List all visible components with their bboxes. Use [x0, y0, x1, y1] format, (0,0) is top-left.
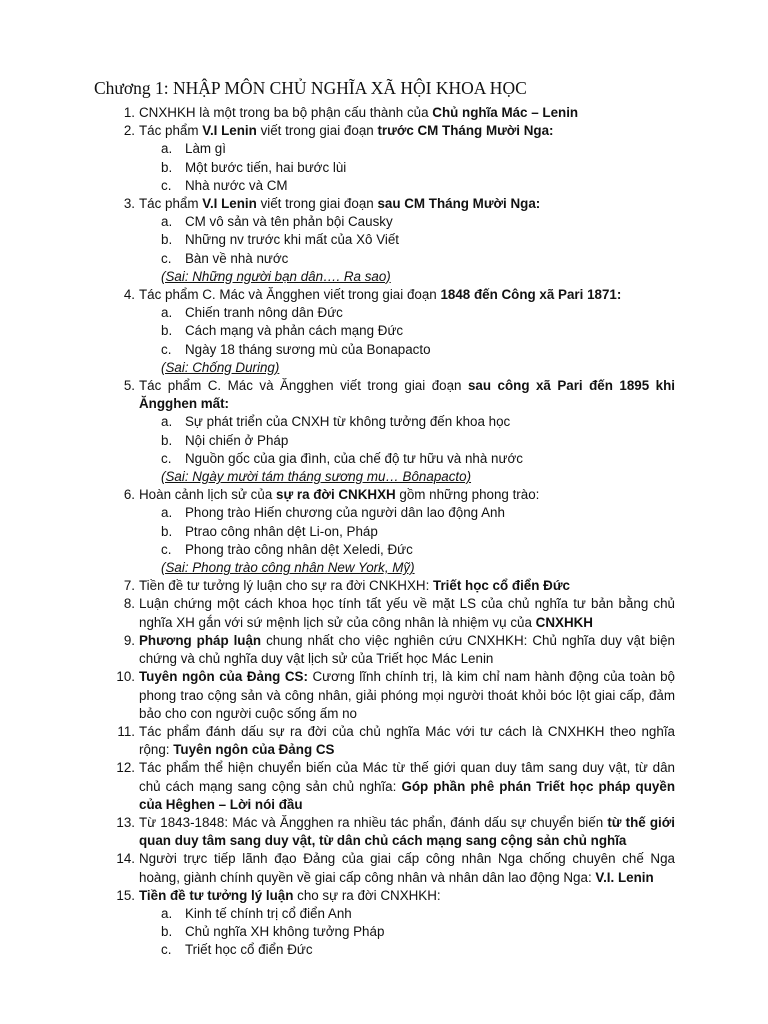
question-text: [139, 596, 675, 629]
option-text: Chiến tranh nông dân Đức: [185, 305, 343, 321]
question-item: [116, 887, 675, 960]
question-number: 15.: [116, 887, 135, 903]
option-item: [161, 450, 675, 468]
emphasis-text: 1848 đến Công xã Pari 1871:: [440, 287, 622, 303]
option-item: [161, 504, 675, 522]
question-number: 12.: [116, 760, 135, 776]
text-run: chung nhất cho việc nghiên cứu CNXHKH: Chủ nghĩa duy vật biện chứng và chủ nghĩa duy vật lịch sử của Triết học Mác Lenin: [139, 632, 675, 667]
option-item: [161, 322, 675, 340]
question-item: [117, 723, 675, 759]
emphasis-text: Chủ nghĩa Mác – Lenin: [432, 105, 579, 120]
option-text: Những nv trước khi mất của Xô Viết: [185, 232, 400, 248]
question-text: [139, 196, 540, 211]
text-run: Tác phẩm C. Mác và Ăngghen viết trong giai đoạn: [139, 287, 441, 303]
option-letter: c.: [161, 250, 172, 266]
text-run: Hoàn cảnh lịch sử của: [139, 487, 276, 503]
wrong-answer-note: (Sai: Chống During): [161, 359, 280, 375]
question-item: [116, 759, 675, 814]
question-number: 13.: [116, 814, 135, 830]
option-letter: b.: [161, 232, 173, 248]
question-item: [123, 486, 675, 577]
question-item: [123, 104, 675, 122]
question-text: [139, 123, 554, 138]
text-run: Tác phẩm thể hiện chuyển biến của Mác từ thế giới quan duy tâm sang duy vật, từ dân chủ cách mạng sang cộng sản chủ nghĩa:: [139, 760, 675, 794]
text-run: Người trực tiếp lãnh đạo Đảng của giai cấp công nhân Nga chống chuyên chế Nga hoàng, giành chính quyền về giai cấp công nhân và nhân dân lao động Nga:: [139, 851, 675, 885]
option-item: [161, 432, 675, 450]
option-list: [139, 304, 675, 359]
question-item: [123, 286, 675, 377]
option-text: Sự phát triển của CNXH từ không tưởng đến khoa học: [185, 414, 511, 430]
option-letter: b.: [161, 159, 173, 175]
question-item: [116, 814, 676, 850]
text-run: Từ 1843-1848: Mác và Ăngghen ra nhiều tác phẩn, đánh dấu sự chuyển biến: [139, 814, 608, 830]
question-text: [139, 724, 675, 757]
wrong-answer-note: (Sai: Phong trào công nhân New York, Mỹ): [161, 560, 415, 576]
text-run: Tác phẩm: [139, 123, 203, 139]
question-item: [123, 377, 675, 486]
option-text: Cách mạng và phản cách mạng Đức: [185, 323, 404, 339]
text-run: Tác phẩm đánh dấu sự ra đời của chủ nghĩa Mác với tư cách là CNXHKH theo nghĩa rộng:: [139, 723, 675, 758]
option-item: [161, 413, 675, 431]
option-letter: c.: [161, 450, 172, 466]
option-text: Triết học cổ điển Đức: [185, 942, 313, 958]
emphasis-text: V.I Lenin: [202, 196, 257, 212]
option-text: Ngày 18 tháng sương mù của Bonapacto: [185, 341, 431, 357]
option-letter: b.: [161, 924, 173, 940]
question-text: [139, 287, 621, 302]
question-text: [139, 669, 675, 720]
option-letter: a.: [161, 414, 173, 430]
question-number: 5.: [123, 378, 135, 394]
emphasis-text: Tiền đề tư tưởng lý luận: [139, 887, 294, 903]
option-letter: a.: [161, 141, 173, 157]
question-number: 2.: [123, 123, 135, 139]
emphasis-text: sau công xã Pari đến 1895 khi Ăngghen mất:: [139, 378, 675, 412]
option-item: [161, 923, 675, 941]
question-item: [116, 668, 675, 723]
text-run: gồm những phong trào:: [395, 487, 540, 503]
option-item: [161, 941, 675, 959]
option-item: [161, 523, 675, 541]
option-item: [161, 250, 675, 268]
option-item: [161, 231, 675, 249]
option-text: Ptrao công nhân dệt Li-on, Pháp: [185, 523, 378, 539]
question-text: [139, 760, 675, 811]
question-item: [116, 850, 675, 886]
emphasis-text: Phương pháp luận: [139, 632, 262, 648]
wrong-answer-note: (Sai: Những người bạn dân…. Ra sao): [161, 268, 391, 284]
option-list: [139, 213, 675, 268]
question-number: 11.: [117, 723, 135, 739]
option-item: [161, 159, 675, 177]
option-letter: a.: [161, 905, 173, 921]
question-number: 3.: [123, 196, 135, 212]
option-letter: b.: [161, 432, 173, 448]
text-run: Tiền đề tư tưởng lý luận cho sự ra đời CNKHXH:: [139, 578, 434, 594]
text-run: Cương lĩnh chính trị, là kim chỉ nam hành động của toàn bộ phong trao cộng sản và công nhân, giải phóng mọi người thoát khỏi bóc lột giai cấp, đảm bảo cho con người cuộc sống ấm no: [139, 669, 675, 721]
option-item: [161, 341, 675, 359]
option-text: CM vô sản và tên phản bội Causky: [185, 214, 393, 230]
question-number: 1.: [123, 105, 135, 120]
option-text: Phong trào Hiến chương của người dân lao động Anh: [185, 505, 505, 521]
option-item: [161, 177, 675, 195]
option-letter: c.: [161, 341, 172, 357]
question-number: 14.: [116, 851, 135, 867]
option-letter: a.: [161, 305, 173, 321]
option-text: Chủ nghĩa XH không tưởng Pháp: [185, 924, 385, 940]
option-item: [161, 304, 675, 322]
question-item: [123, 632, 675, 668]
emphasis-text: Tuyên ngôn của Đảng CS:: [139, 669, 308, 685]
option-letter: a.: [161, 505, 173, 521]
emphasis-text: CNXHKH: [535, 614, 593, 630]
question-item: [123, 595, 675, 631]
option-letter: b.: [161, 323, 173, 339]
text-run: Luận chứng một cách khoa học tính tất yếu về mặt LS của chủ nghĩa tư bản bằng chủ nghĩa XH gắn với sứ mệnh lịch sử của công nhân là nhiệm vụ của: [139, 596, 675, 630]
option-text: Nguồn gốc của gia đình, của chế độ tư hữu và nhà nước: [185, 450, 523, 466]
emphasis-text: V.I. Lenin: [595, 869, 654, 885]
question-text: [139, 851, 675, 884]
text-run: Tác phẩm C. Mác và Ăngghen viết trong giai đoạn: [139, 378, 468, 394]
text-run: Tác phẩm: [139, 196, 203, 212]
option-item: [161, 213, 675, 231]
option-text: Phong trào công nhân dệt Xeledi, Đức: [185, 541, 413, 557]
option-letter: c.: [161, 942, 172, 958]
question-number: 7.: [123, 578, 135, 594]
option-item: [161, 140, 675, 158]
question-number: 6.: [123, 487, 135, 503]
emphasis-text: sau CM Tháng Mười Nga:: [377, 196, 541, 212]
option-text: Bàn về nhà nước: [185, 250, 289, 266]
question-item: [123, 195, 675, 286]
question-text: [139, 815, 675, 848]
question-text: [139, 633, 675, 666]
option-list: [139, 905, 675, 960]
emphasis-text: Tuyên ngôn của Đảng CS: [173, 742, 335, 758]
question-number: 8.: [123, 596, 135, 612]
chapter-title: Chương 1: NHẬP MÔN CHỦ NGHĨA XÃ HỘI KHOA HỌC: [94, 78, 527, 98]
question-item: [123, 122, 675, 195]
question-text: [139, 378, 675, 411]
emphasis-text: Triết học cổ điển Đức: [433, 578, 570, 594]
option-text: Nội chiến ở Pháp: [185, 432, 289, 448]
question-text: [139, 487, 539, 502]
option-letter: c.: [161, 541, 172, 557]
option-item: [161, 905, 675, 923]
text-run: viết trong giai đoạn: [256, 123, 378, 139]
text-run: CNXHKH là một trong ba bộ phận cấu thành của: [139, 105, 433, 120]
option-list: [139, 413, 675, 468]
option-list: [139, 504, 675, 559]
emphasis-text: sự ra đời CNKHXH: [276, 487, 396, 503]
option-letter: b.: [161, 523, 173, 539]
wrong-answer-note: (Sai: Ngày mười tám tháng sương mu… Bônapacto): [161, 469, 472, 485]
question-text: [139, 578, 570, 593]
emphasis-text: trước CM Tháng Mười Nga:: [377, 123, 554, 139]
emphasis-text: V.I Lenin: [202, 123, 257, 139]
option-text: Kinh tế chính trị cổ điển Anh: [185, 905, 352, 921]
text-run: cho sự ra đời CNXHKH:: [293, 887, 441, 903]
text-run: viết trong giai đoạn: [256, 196, 378, 212]
option-letter: a.: [161, 214, 173, 230]
question-number: 4.: [123, 287, 135, 303]
emphasis-text: Góp phần phê phán Triết học pháp quyền của Hêghen – Lời nói đầu: [139, 778, 675, 812]
option-item: [161, 541, 675, 559]
question-text: [139, 105, 578, 120]
option-text: Nhà nước và CM: [185, 177, 288, 193]
question-number: 10.: [116, 669, 135, 685]
question-number: 9.: [123, 632, 135, 648]
option-text: Làm gì: [185, 141, 226, 157]
question-text: [139, 888, 441, 903]
option-text: Một bước tiến, hai bước lùi: [185, 159, 347, 175]
emphasis-text: từ thế giới quan duy tâm sang duy vật, từ dân chủ cách mạng sang cộng sản chủ nghĩa: [139, 814, 676, 849]
question-item: [123, 577, 675, 595]
option-list: [139, 140, 675, 195]
question-list: [116, 104, 676, 960]
option-letter: c.: [161, 177, 172, 193]
